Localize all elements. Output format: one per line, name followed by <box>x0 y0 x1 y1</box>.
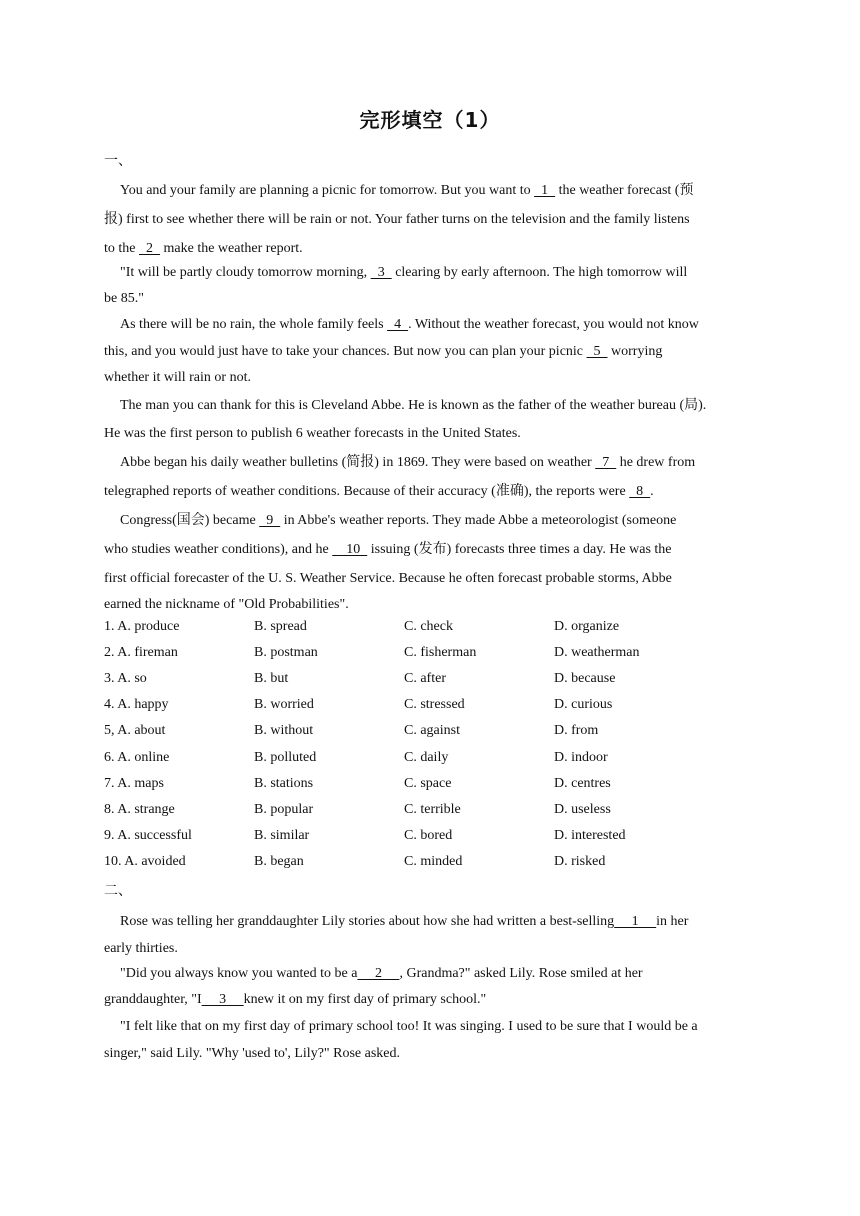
text: "I felt like that on my first day of primary school too! It was singing. I used to be sure that I would be a <box>120 1019 698 1034</box>
text: he drew from <box>616 455 696 470</box>
blank-8: 8 <box>629 484 651 499</box>
blank-1: 1 <box>534 183 556 198</box>
text: , Grandma?" asked Lily. Rose smiled at her <box>399 966 643 981</box>
text: knew it on my first day of primary school." <box>243 992 487 1007</box>
option-c: C. against <box>404 723 460 738</box>
text: in her <box>656 914 689 929</box>
option-c: C. bored <box>404 828 453 843</box>
option-c: C. space <box>404 776 452 791</box>
option-a: 5, A. about <box>104 723 166 738</box>
s2-paragraph-2 <box>104 961 756 1013</box>
blank-7: 7 <box>595 455 617 470</box>
option-b: B. without <box>254 723 314 738</box>
s2-paragraph-1 <box>104 908 756 962</box>
option-c: C. minded <box>404 854 463 869</box>
option-row <box>104 645 764 663</box>
blank-2: 2 <box>139 241 160 256</box>
s1-paragraph-3 <box>104 312 756 392</box>
option-b: B. similar <box>254 828 310 843</box>
blank-3: 3 <box>201 992 244 1007</box>
option-d: D. interested <box>554 828 626 843</box>
s1-paragraph-4 <box>104 392 756 448</box>
text: worrying <box>607 343 663 359</box>
section-1-mark: 一、 <box>104 153 132 169</box>
blank-9: 9 <box>259 513 281 528</box>
option-d: D. organize <box>554 619 620 634</box>
text: . <box>650 484 654 499</box>
option-a: 3. A. so <box>104 671 147 686</box>
text: early thirties. <box>104 941 178 956</box>
option-d: D. centres <box>554 776 611 791</box>
option-b: B. began <box>254 854 304 869</box>
option-row <box>104 723 764 741</box>
s1-paragraph-1 <box>104 176 756 260</box>
option-c: C. check <box>404 619 453 634</box>
option-d: D. risked <box>554 854 606 869</box>
option-row <box>104 697 764 715</box>
s2-paragraph-3 <box>104 1013 756 1067</box>
option-row <box>104 802 764 820</box>
option-b: B. polluted <box>254 750 317 765</box>
text: first official forecaster of the U. S. Weather Service. Because he often forecast probable storms, Abbe <box>104 571 672 586</box>
option-c: C. terrible <box>404 802 461 817</box>
option-row <box>104 854 764 872</box>
text: "Did you always know you wanted to be a <box>120 966 358 981</box>
text: . Without the weather forecast, you would not know <box>408 317 699 332</box>
s1-paragraph-2 <box>104 260 756 312</box>
text: telegraphed reports of weather conditions. Because of their accuracy (准确), the reports were <box>104 484 630 499</box>
text: be 85." <box>104 291 144 306</box>
text: He was the first person to publish 6 weather forecasts in the United States. <box>104 426 521 441</box>
option-b: B. postman <box>254 645 318 660</box>
text: clearing by early afternoon. The high tomorrow will <box>391 265 688 280</box>
text: As there will be no rain, the whole family feels <box>120 317 388 332</box>
option-d: D. indoor <box>554 750 608 765</box>
option-d: D. because <box>554 671 616 686</box>
text: 报) first to see whether there will be rain or not. Your father turns on the television and the family listens <box>104 212 690 227</box>
blank-3: 3 <box>370 265 392 280</box>
blank-10: 10 <box>332 542 368 557</box>
section-2-mark: 二、 <box>104 883 132 899</box>
text: Rose was telling her granddaughter Lily stories about how she had written a best-selling <box>120 914 615 929</box>
option-b: B. spread <box>254 619 307 634</box>
text: "It will be partly cloudy tomorrow morning, <box>120 265 371 280</box>
option-c: C. fisherman <box>404 645 477 660</box>
option-a: 2. A. fireman <box>104 645 178 660</box>
text: this, and you would just have to take your chances. But now you can plan your picnic <box>104 343 587 359</box>
option-d: D. curious <box>554 697 613 712</box>
text: earned the nickname of "Old Probabilities". <box>104 597 349 612</box>
option-row <box>104 619 764 637</box>
option-d: D. useless <box>554 802 611 817</box>
option-b: B. worried <box>254 697 314 712</box>
blank-2: 2 <box>357 966 400 981</box>
blank-4: 4 <box>387 317 409 332</box>
text: who studies weather conditions), and he <box>104 542 333 557</box>
option-c: C. stressed <box>404 697 465 712</box>
option-b: B. popular <box>254 802 314 817</box>
text: The man you can thank for this is Cleveland Abbe. He is known as the father of the weather bureau (局). <box>120 398 707 413</box>
text: Abbe began his daily weather bulletins (简报) in 1869. They were based on weather <box>120 455 596 470</box>
option-row <box>104 671 764 689</box>
text: You and your family are planning a picnic for tomorrow. But you want to <box>120 183 535 198</box>
blank-5: 5 <box>586 343 608 359</box>
text: make the weather report. <box>160 241 303 256</box>
option-d: D. weatherman <box>554 645 640 660</box>
s1-paragraph-6 <box>104 507 756 617</box>
option-a: 10. A. avoided <box>104 854 186 869</box>
option-d: D. from <box>554 723 599 738</box>
option-a: 9. A. successful <box>104 828 192 843</box>
s1-paragraph-5 <box>104 448 756 506</box>
text: issuing (发布) forecasts three times a day. He was the <box>367 542 672 557</box>
text: granddaughter, "I <box>104 992 202 1007</box>
text: in Abbe's weather reports. They made Abbe a meteorologist (someone <box>280 513 677 528</box>
text: singer," said Lily. "Why 'used to', Lily?" Rose asked. <box>104 1046 401 1061</box>
text: the weather forecast (预 <box>555 183 694 198</box>
option-a: 6. A. online <box>104 750 170 765</box>
text: to the <box>104 241 139 256</box>
option-c: C. after <box>404 671 446 686</box>
text: Congress(国会) became <box>120 513 260 528</box>
option-a: 7. A. maps <box>104 776 164 791</box>
page-title: 完形填空（1） <box>359 108 501 132</box>
text: whether it will rain or not. <box>104 370 251 385</box>
option-row <box>104 828 764 846</box>
option-b: B. stations <box>254 776 314 791</box>
option-c: C. daily <box>404 750 449 765</box>
option-a: 4. A. happy <box>104 697 169 712</box>
option-row <box>104 750 764 768</box>
option-a: 8. A. strange <box>104 802 175 817</box>
option-b: B. but <box>254 671 289 686</box>
option-row <box>104 776 764 794</box>
option-a: 1. A. produce <box>104 619 180 634</box>
blank-1: 1 <box>614 914 657 929</box>
